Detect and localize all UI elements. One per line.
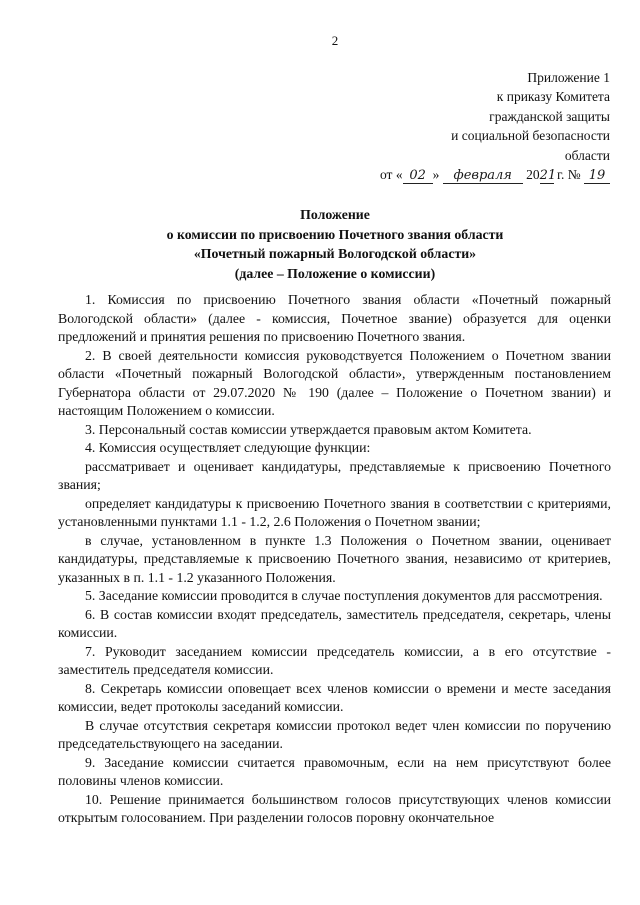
appendix-line: к приказу Комитета: [496, 89, 610, 105]
paragraph: 2. В своей деятельности комиссия руководствуется Положением о Почетном звании области «Почетный пожарный Вологодской области», утвержденным постановлением Губернатора области от 29.07.2020 № 190 (далее – Положение о Почетном звании) и настоящим Положением о комиссии.: [58, 347, 611, 418]
paragraph: 8. Секретарь комиссии оповещает всех членов комиссии о времени и месте заседания комиссии, ведет протоколы заседаний комиссии.: [58, 680, 611, 714]
paragraph: 4. Комиссия осуществляет следующие функции:: [85, 440, 371, 455]
paragraph: 7. Руководит заседанием комиссии председатель комиссии, а в его отсутствие - заместитель председателя комиссии.: [58, 643, 611, 677]
paragraph: В случае отсутствия секретаря комиссии протокол ведет член комиссии по поручению председательствующего на заседании.: [58, 717, 611, 751]
paragraph: 5. Заседание комиссии проводится в случае поступления документов для рассмотрения.: [85, 588, 603, 603]
year-prefix: 20: [526, 167, 540, 183]
appendix-header: [380, 68, 610, 184]
date-prefix: от «: [379, 167, 403, 183]
number-label: г. №: [556, 167, 581, 183]
appendix-line: Приложение 1: [527, 70, 610, 85]
title-line: Положение: [300, 207, 370, 222]
handwritten-day: 02: [403, 169, 433, 184]
paragraph: определяет кандидатуры к присвоению Почетного звания в соответствии с критериями, установленными пунктами 1.1 - 1.2, 2.6 Положения о Почетном звании;: [58, 495, 611, 529]
paragraph: в случае, установленном в пункте 1.3 Положения о Почетном звании, оценивает кандидатуры, представляемые к присвоению Почетного звания, независимо от критериев, указанных в п. 1.1 - 1.2 указанного Положения.: [58, 532, 611, 585]
paragraph: 10. Решение принимается большинством голосов присутствующих членов комиссии открытым голосованием. При разделении голосов поровну окончательное: [58, 791, 611, 825]
page-number: 2: [331, 33, 339, 48]
paragraph: 1. Комиссия по присвоению Почетного звания области «Почетный пожарный Вологодской области» (далее - комиссия, Почетное звание) образуется для оценки предложений и принятия решения по присвоению Почетного звания.: [58, 292, 611, 344]
paragraph: 3. Персональный состав комиссии утверждается правовым актом Комитета.: [85, 421, 532, 437]
paragraph: рассматривает и оценивает кандидатуры, представляемые к присвоению Почетного звания;: [58, 458, 611, 492]
handwritten-month: февраля: [443, 169, 523, 184]
paragraph: 9. Заседание комиссии считается правомочным, если на нем присутствуют более половины членов комиссии.: [58, 754, 611, 788]
handwritten-year: 21: [539, 168, 557, 184]
date-quote: »: [432, 167, 440, 183]
handwritten-order-number: 19: [584, 169, 610, 184]
title-line: о комиссии по присвоению Почетного звания области: [166, 226, 504, 242]
title-line: (далее – Положение о комиссии): [234, 265, 436, 281]
appendix-line: области: [564, 147, 610, 163]
order-date-line: [380, 165, 610, 184]
appendix-line: и социальной безопасности: [451, 128, 610, 144]
title-line: «Почетный пожарный Вологодской области»: [193, 246, 477, 261]
paragraph: 6. В состав комиссии входят председатель, заместитель председателя, секретарь, члены комиссии.: [58, 606, 611, 640]
document-body: [58, 291, 611, 828]
appendix-line: гражданской защиты: [489, 108, 610, 124]
document-title: [0, 205, 640, 283]
